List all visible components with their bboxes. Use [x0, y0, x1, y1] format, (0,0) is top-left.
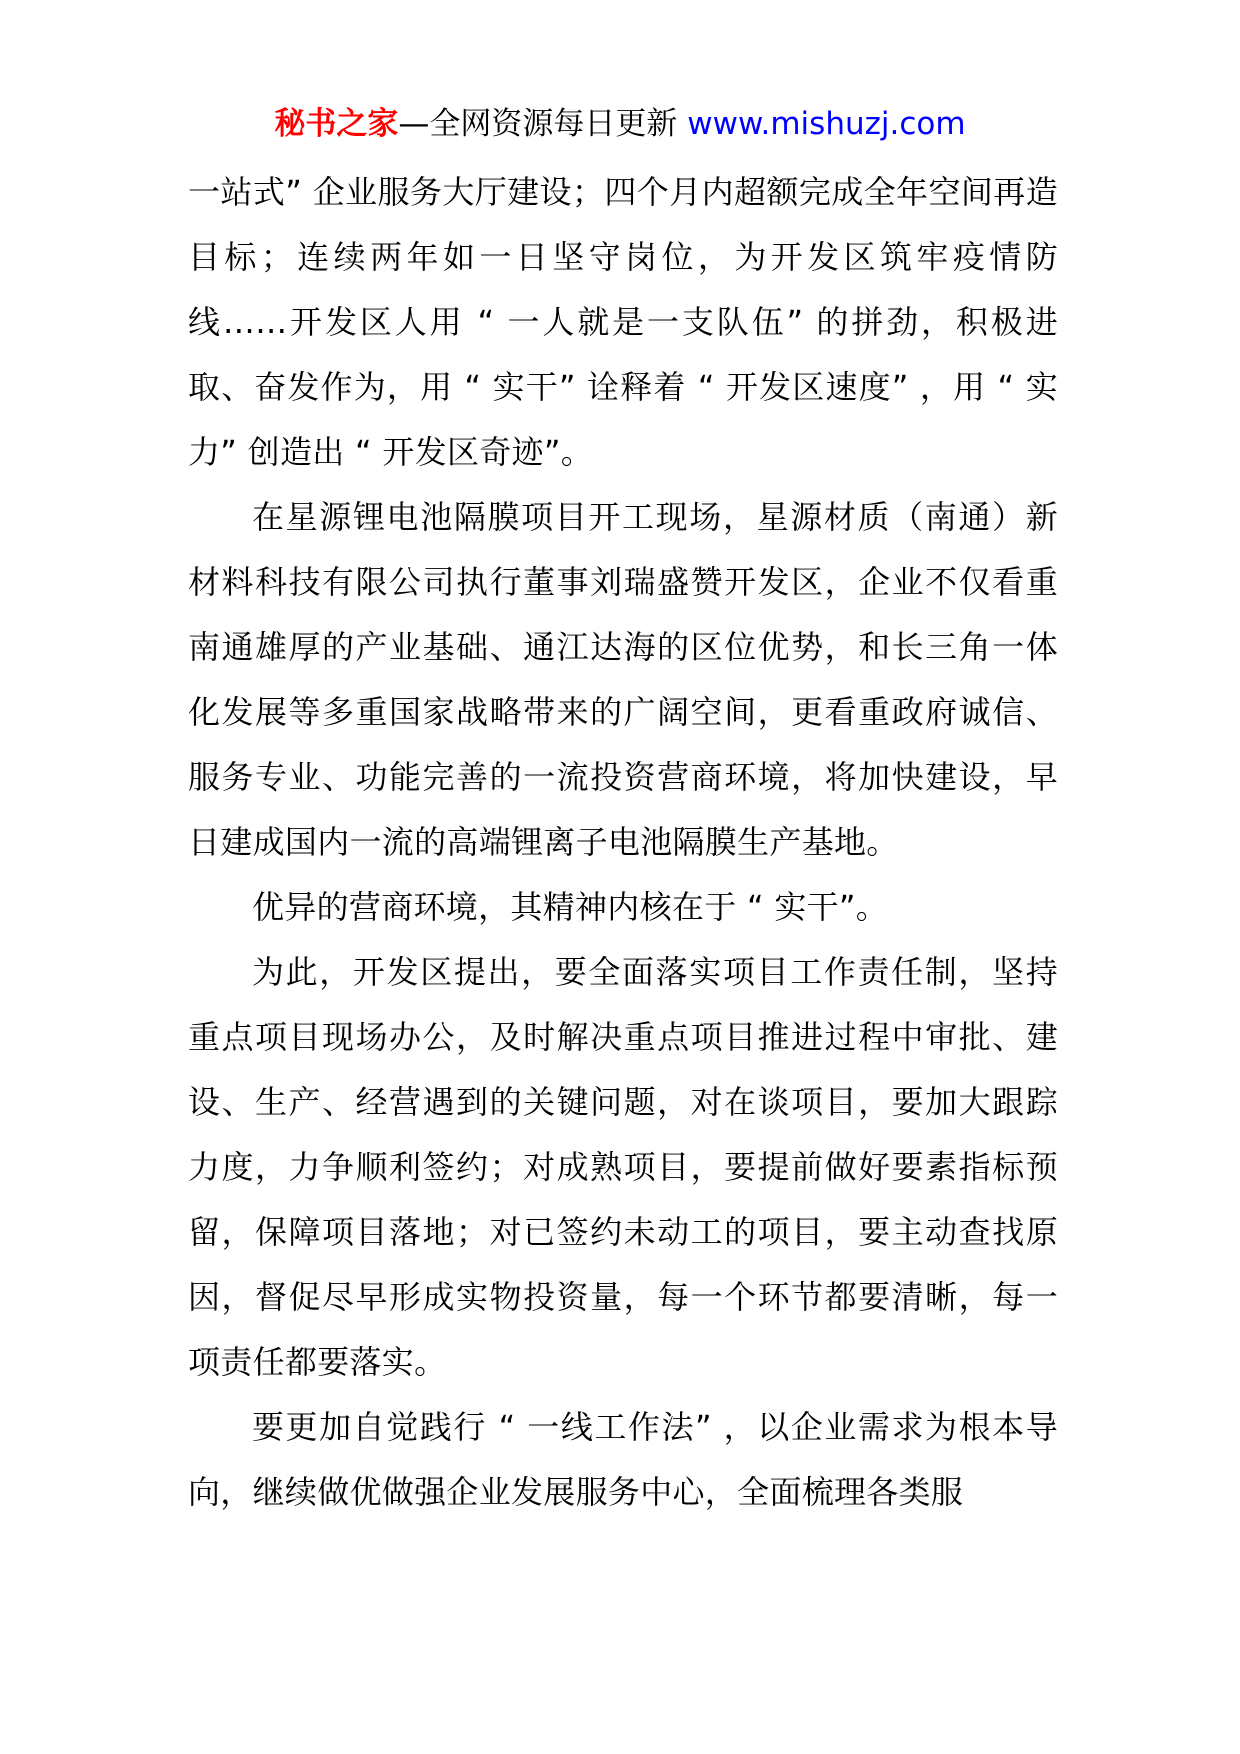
header-url-link[interactable]: www.mishuzj.com: [687, 106, 966, 142]
header-slogan: —全网资源每日更新: [398, 106, 688, 142]
paragraph: 优异的营商环境，其精神内核在于 “ 实干”。: [252, 888, 889, 926]
paragraph: 在星源锂电池隔膜项目开工现场，星源材质（南通）新材料科技有限公司执行董事刘瑞盛赞开发区，企业不仅看重南通雄厚的产业基础、通江达海的区位优势，和长三角一体化发展等多重国家战略带来的广阔空间，更看重政府诚信、服务专业、功能完善的一流投资营商环境，将加快建设，早日建成国内一流的高端锂离子电池隔膜生产基地。: [188, 498, 1058, 861]
document-body: [188, 160, 1058, 1525]
paragraph: 为此，开发区提出，要全面落实项目工作责任制，坚持重点项目现场办公，及时解决重点项目推进过程中审批、建设、生产、经营遇到的关键问题，对在谈项目，要加大跟踪力度，力争顺利签约；对成熟项目，要提前做好要素指标预留，保障项目落地；对已签约未动工的项目，要主动查找原因，督促尽早形成实物投资量，每一个环节都要清晰，每一项责任都要落实。: [188, 953, 1058, 1381]
page-header: [0, 102, 1240, 146]
paragraph: 一站式” 企业服务大厅建设；四个月内超额完成全年空间再造目标；连续两年如一日坚守岗位，为开发区筑牢疫情防线……开发区人用 “ 一人就是一支队伍” 的拼劲，积极进取、奋发作为，用 “ 实干” 诠释着 “ 开发区速度” ，用 “ 实力” 创造出 “ 开发区奇迹”。: [188, 173, 1058, 471]
paragraph: 要更加自觉践行 “ 一线工作法” ，以企业需求为根本导向，继续做优做强企业发展服务中心，全面梳理各类服: [188, 1408, 1058, 1511]
header-brand: 秘书之家: [274, 106, 399, 142]
